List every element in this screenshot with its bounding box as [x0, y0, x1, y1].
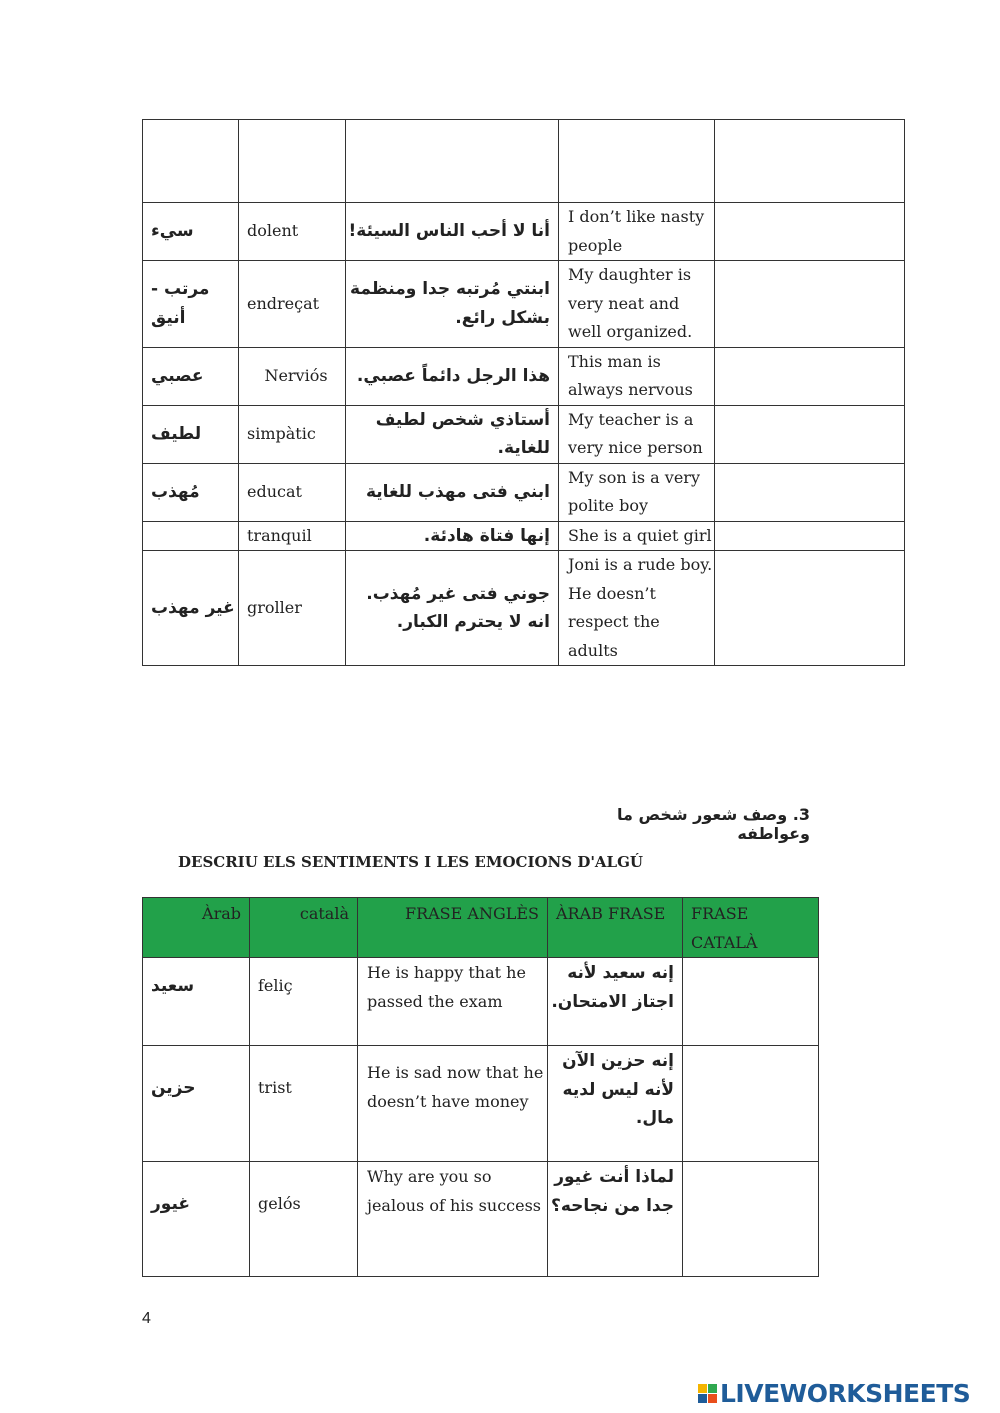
section-subtitle: DESCRIU ELS SENTIMENTS I LES EMOCIONS D'ALGÚ — [178, 853, 643, 871]
arabic-sentence: جوني فتى غير مُهذب. انه لا يحترم الكبار. — [346, 551, 559, 666]
table-row — [143, 958, 819, 1046]
table-row — [143, 1046, 819, 1162]
arabic-sentence: هذا الرجل دائماً عصبي. — [346, 347, 559, 405]
english-sentence: Why are you so jealous of his success — [358, 1162, 548, 1277]
table-row — [143, 347, 905, 405]
section-title: 3. وصف شعور شخص ما وعواطفه — [617, 805, 810, 843]
header-english-sentence: FRASE ANGLÈS — [358, 898, 548, 958]
catalan-word: endreçat — [239, 261, 346, 348]
table-row — [143, 521, 905, 551]
english-sentence: My daughter is very neat and well organized. — [559, 261, 715, 348]
arabic-word: سعيد — [143, 958, 250, 1046]
arabic-word: مُهذب — [143, 463, 239, 521]
english-sentence: This man is always nervous — [559, 347, 715, 405]
english-sentence: My teacher is a very nice person — [559, 405, 715, 463]
arabic-word: حزين — [143, 1046, 250, 1162]
catalan-word: dolent — [239, 203, 346, 261]
table-row — [143, 261, 905, 348]
header-catalan: català — [250, 898, 358, 958]
answer-cell[interactable] — [143, 521, 239, 551]
catalan-word: tranquil — [239, 521, 346, 551]
header-arabic-sentence: ÀRAB FRASE — [548, 898, 683, 958]
arabic-word: عصبي — [143, 347, 239, 405]
arabic-word: لطيف — [143, 405, 239, 463]
liveworksheets-logo[interactable] — [698, 1378, 970, 1408]
answer-cell[interactable] — [715, 551, 905, 666]
arabic-sentence: لماذا أنت غيور جدا من نجاحه؟ — [548, 1162, 683, 1277]
answer-cell[interactable] — [715, 203, 905, 261]
header-arabic: Àrab — [143, 898, 250, 958]
catalan-word: Nerviós — [239, 347, 346, 405]
brand-name: LIVEWORKSHEETS — [720, 1378, 971, 1408]
answer-cell[interactable] — [715, 405, 905, 463]
arabic-sentence: ابنتي مُرتبه جدا ومنظمة بشكل رائع. — [346, 261, 559, 348]
arabic-sentence: إنها فتاة هادئة. — [346, 521, 559, 551]
answer-cell[interactable] — [715, 347, 905, 405]
arabic-sentence: إنه حزين الآن لأنه ليس لديه مال. — [548, 1046, 683, 1162]
catalan-word: simpàtic — [239, 405, 346, 463]
answer-cell[interactable] — [715, 261, 905, 348]
page-number: 4 — [142, 1310, 151, 1327]
table-row — [143, 463, 905, 521]
answer-cell[interactable] — [683, 1162, 819, 1277]
answer-cell[interactable] — [715, 120, 905, 203]
table-row — [143, 203, 905, 261]
table-row — [143, 405, 905, 463]
brand-grid-icon — [698, 1384, 717, 1403]
catalan-word: feliç — [250, 958, 358, 1046]
answer-cell[interactable] — [559, 120, 715, 203]
arabic-word: غير مهذب — [143, 551, 239, 666]
catalan-word: trist — [250, 1046, 358, 1162]
answer-cell[interactable] — [715, 521, 905, 551]
answer-cell[interactable] — [346, 120, 559, 203]
header-catalan-sentence: FRASE CATALÀ — [683, 898, 819, 958]
arabic-sentence: أستاذي شخص لطيف للغاية. — [346, 405, 559, 463]
vocabulary-table-personality — [142, 119, 905, 666]
arabic-word: مرتب - أنيق — [143, 261, 239, 348]
english-sentence: He is sad now that he doesn’t have money — [358, 1046, 548, 1162]
english-sentence: Joni is a rude boy. He doesn’t respect the adults — [559, 551, 715, 666]
answer-cell[interactable] — [683, 958, 819, 1046]
catalan-word: gelós — [250, 1162, 358, 1277]
english-sentence: My son is a very polite boy — [559, 463, 715, 521]
arabic-word: سيء — [143, 203, 239, 261]
answer-cell[interactable] — [715, 463, 905, 521]
english-sentence: I don’t like nasty people — [559, 203, 715, 261]
arabic-sentence: إنه سعيد لأنه اجتاز الامتحان. — [548, 958, 683, 1046]
answer-cell[interactable] — [239, 120, 346, 203]
english-sentence: He is happy that he passed the exam — [358, 958, 548, 1046]
table-row — [143, 120, 905, 203]
answer-cell[interactable] — [143, 120, 239, 203]
table-row — [143, 551, 905, 666]
english-sentence: She is a quiet girl — [559, 521, 715, 551]
arabic-sentence: أنا لا أحب الناس السيئة! — [346, 203, 559, 261]
catalan-word: groller — [239, 551, 346, 666]
table-row — [143, 1162, 819, 1277]
catalan-word: educat — [239, 463, 346, 521]
table-header-row — [143, 898, 819, 958]
vocabulary-table-emotions — [142, 897, 819, 1277]
answer-cell[interactable] — [683, 1046, 819, 1162]
arabic-word: غيور — [143, 1162, 250, 1277]
arabic-sentence: ابني فتى مهذب للغاية — [346, 463, 559, 521]
